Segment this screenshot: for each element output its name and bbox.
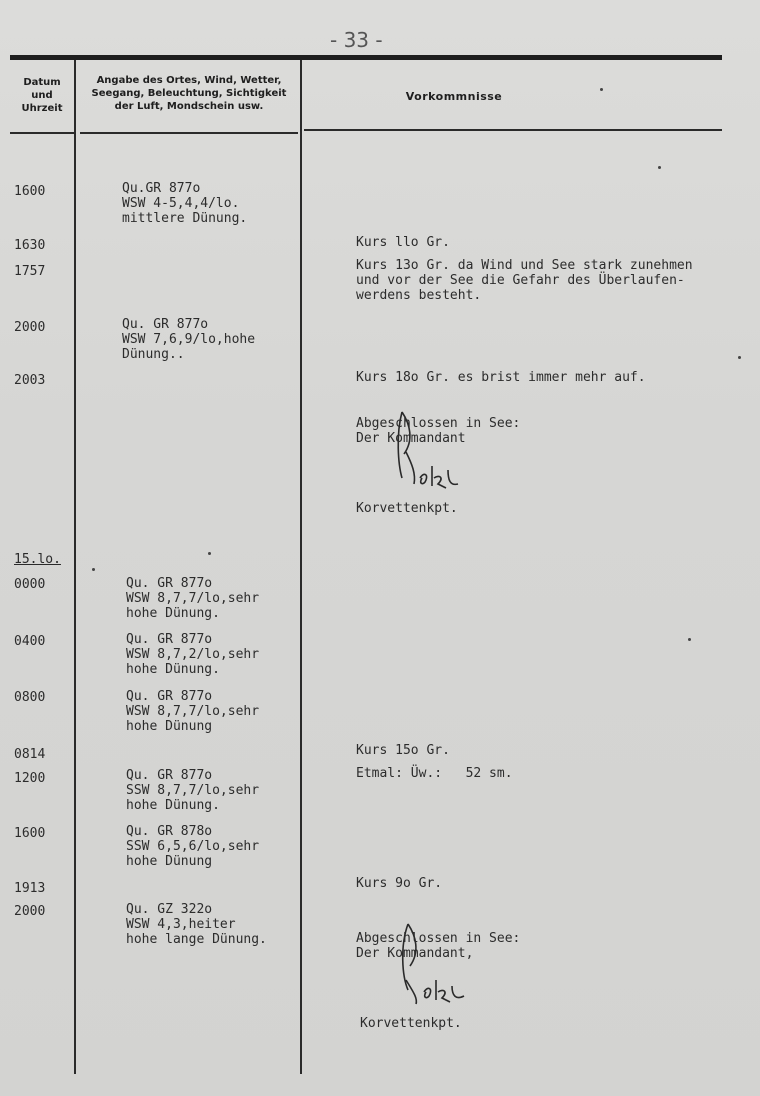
entry-event: Kurs 13o Gr. da Wind und See stark zunehmen und vor der See die Gefahr des Überlaufen- werdens besteht. xyxy=(356,258,693,303)
header-rule xyxy=(304,129,722,131)
header-line: Uhrzeit xyxy=(21,103,63,114)
entry-time: 2000 xyxy=(14,904,46,919)
entry-time: 2000 xyxy=(14,320,46,335)
entry-event: Kurs llo Gr. xyxy=(356,235,450,250)
paper-speck xyxy=(92,568,95,571)
column-divider xyxy=(74,60,76,1074)
header-line: der Luft, Mondschein usw. xyxy=(114,101,264,112)
header-line: Datum xyxy=(23,77,61,88)
page-number: - 33 - xyxy=(330,28,383,52)
entry-location: Qu. GZ 322o WSW 4,3,heiter hohe lange Dünung. xyxy=(126,902,267,947)
entry-location: Qu. GR 877o WSW 8,7,7/lo,sehr hohe Dünung xyxy=(126,689,260,734)
header-rule xyxy=(10,132,76,134)
entry-time: 0400 xyxy=(14,634,46,649)
entry-time: 0800 xyxy=(14,690,46,705)
header-line: Seegang, Beleuchtung, Sichtigkeit xyxy=(91,88,287,99)
header-line: und xyxy=(31,90,53,101)
closing-line: Der Kommandant xyxy=(356,431,466,446)
entry-location: Qu. GR 878o SSW 6,5,6/lo,sehr hohe Dünung xyxy=(126,824,260,869)
paper-speck xyxy=(600,88,603,91)
closing-rank: Korvettenkpt. xyxy=(360,1016,462,1031)
entry-location: Qu. GR 877o WSW 8,7,7/lo,sehr hohe Dünung. xyxy=(126,576,260,621)
closing-line: Abgeschlossen in See: xyxy=(356,416,521,431)
entry-event: Kurs 18o Gr. es brist immer mehr auf. xyxy=(356,370,646,385)
top-rule xyxy=(10,55,722,60)
entry-event: Kurs 15o Gr. xyxy=(356,743,450,758)
entry-location: Qu. GR 877o WSW 8,7,2/lo,sehr hohe Dünung. xyxy=(126,632,260,677)
paper-speck xyxy=(738,356,741,359)
header-location-weather xyxy=(78,74,300,113)
closing-line: Der Kommandant, xyxy=(356,946,474,961)
entry-location: Qu. GR 877o SSW 8,7,7/lo,sehr hohe Dünung. xyxy=(126,768,260,813)
header-rule xyxy=(80,132,298,134)
column-divider xyxy=(300,60,302,1074)
date-heading: 15.lo. xyxy=(14,552,61,567)
entry-time: 1200 xyxy=(14,771,46,786)
signature-image xyxy=(392,404,472,496)
entry-time: 2003 xyxy=(14,373,46,388)
entry-time: 1913 xyxy=(14,881,46,896)
entry-time: 1600 xyxy=(14,826,46,841)
entry-time: 1757 xyxy=(14,264,46,279)
entry-time: 0814 xyxy=(14,747,46,762)
header-line: Angabe des Ortes, Wind, Wetter, xyxy=(96,75,282,86)
entry-location: Qu.GR 877o WSW 4-5,4,4/lo. mittlere Dünung. xyxy=(122,181,248,226)
closing-rank: Korvettenkpt. xyxy=(356,501,458,516)
entry-event: Kurs 9o Gr. xyxy=(356,876,443,891)
header-events: Vorkommnisse xyxy=(405,90,503,103)
paper-speck xyxy=(208,552,211,555)
header-date-time xyxy=(10,76,74,115)
entry-time: 1600 xyxy=(14,184,46,199)
entry-location: Qu. GR 877o WSW 7,6,9/lo,hohe Dünung.. xyxy=(122,317,256,362)
entry-time: 0000 xyxy=(14,577,46,592)
paper-speck xyxy=(688,638,691,641)
closing-line: Abgeschlossen in See: xyxy=(356,931,521,946)
signature-image xyxy=(396,918,476,1010)
entry-time: 1630 xyxy=(14,238,46,253)
entry-event: Etmal: Üw.: 52 sm. xyxy=(356,766,513,781)
paper-speck xyxy=(658,166,661,169)
